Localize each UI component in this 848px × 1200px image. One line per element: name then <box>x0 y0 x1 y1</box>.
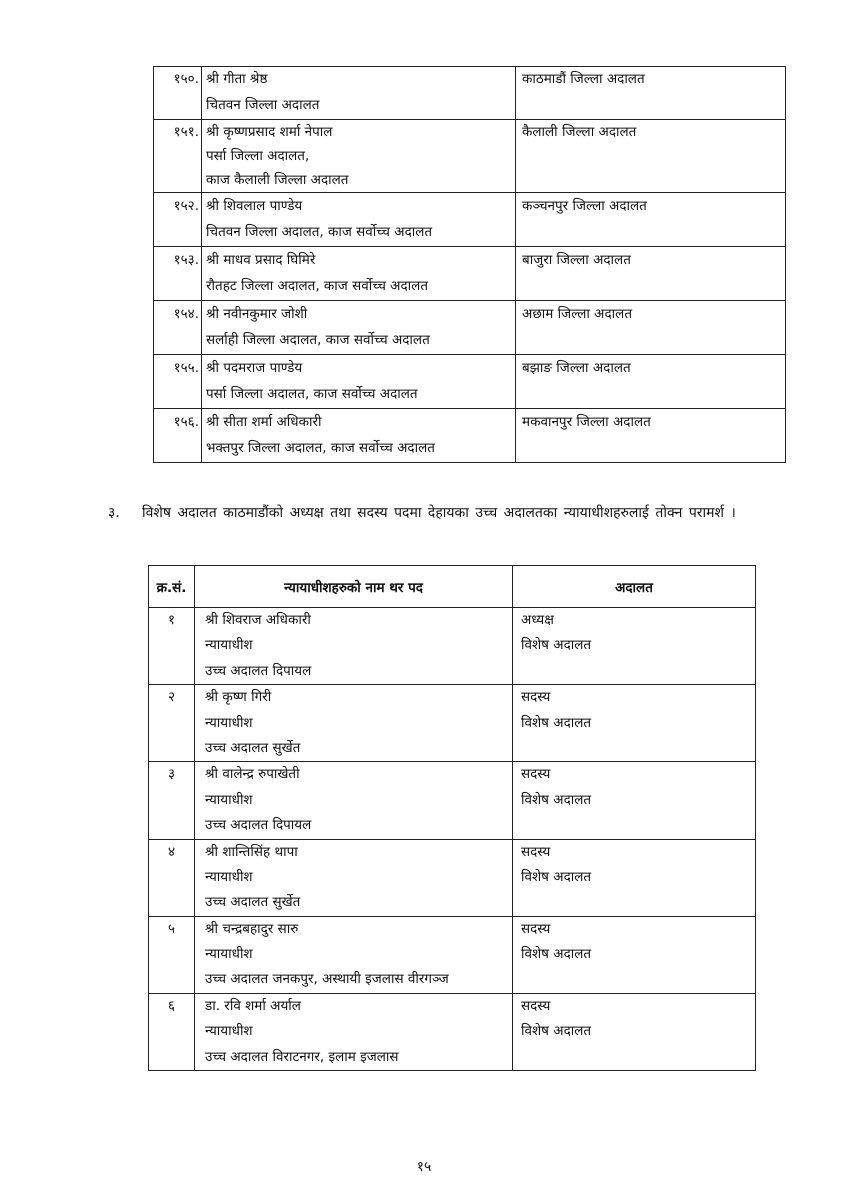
row-number: ५ <box>167 920 176 937</box>
current-court: चितवन जिल्ला अदालत, काज सर्वोच्च अदालत <box>206 224 433 241</box>
row-number: १५५. <box>173 359 199 376</box>
table-row <box>154 192 786 246</box>
row-number: ६ <box>167 997 176 1014</box>
assigned-court: अछाम जिल्ला अदालत <box>522 305 633 322</box>
current-court: पर्सा जिल्ला अदालत, काज सर्वोच्च अदालत <box>206 386 418 403</box>
current-court: उच्च अदालत दिपायल <box>205 662 312 679</box>
assigned-court: कैलाली जिल्ला अदालत <box>522 123 637 140</box>
assigned-court: काठमाडौं जिल्ला अदालत <box>522 71 645 87</box>
deputation-court: काज कैलाली जिल्ला अदालत <box>206 171 349 188</box>
judge-name: श्री पदमराज पाण्डेय <box>206 359 303 376</box>
table-row <box>154 246 786 300</box>
judge-designation: न्यायाधीश <box>205 946 253 963</box>
judge-name: श्री चन्द्रबहादुर सारु <box>205 920 299 937</box>
header-judge-name: न्यायाधीशहरुको नाम थर पद <box>195 566 513 608</box>
table-row <box>149 762 756 839</box>
current-court: रौतहट जिल्ला अदालत, काज सर्वोच्च अदालत <box>206 278 429 295</box>
assigned-position: सदस्य <box>521 920 551 937</box>
table-row <box>149 839 756 916</box>
paragraph-text: विशेष अदालत काठमाडौंको अध्यक्ष तथा सदस्य पदमा देहायका उच्च अदालतका न्यायाधीशहरुलाई तोक्न परामर्श । <box>142 505 736 521</box>
current-court: पर्सा जिल्ला अदालत, <box>206 147 310 164</box>
table-row <box>154 67 786 120</box>
assigned-court: विशेष अदालत <box>521 868 592 885</box>
current-court: उच्च अदालत सुर्खेत <box>205 894 301 911</box>
judge-name: श्री कृष्ण गिरी <box>205 689 272 706</box>
table-row <box>149 916 756 993</box>
assigned-court: विशेष अदालत <box>521 791 592 808</box>
assigned-position: सदस्य <box>521 843 551 860</box>
special-court-judges-table <box>148 565 756 1071</box>
current-court: सर्लाही जिल्ला अदालत, काज सर्वोच्च अदालत <box>206 332 430 349</box>
header-serial-number: क्र.सं. <box>149 566 195 608</box>
current-court: उच्च अदालत विराटनगर, इलाम इजलास <box>205 1048 399 1065</box>
assigned-court: विशेष अदालत <box>521 714 592 731</box>
paragraph-number: ३. <box>108 505 120 521</box>
judge-designation: न्यायाधीश <box>205 714 253 731</box>
header-court: अदालत <box>513 566 756 608</box>
judges-transfer-table <box>153 66 786 463</box>
page-number: १५ <box>416 1159 432 1175</box>
assigned-position: सदस्य <box>521 997 551 1014</box>
row-number: ३ <box>167 766 176 783</box>
row-number: ४ <box>167 843 176 860</box>
table-row <box>149 685 756 762</box>
judge-name: श्री शिवराज अधिकारी <box>205 612 311 628</box>
judge-designation: न्यायाधीश <box>205 1023 253 1040</box>
assigned-court: बाजुरा जिल्ला अदालत <box>522 251 631 268</box>
row-number: १५६. <box>173 413 199 430</box>
row-number: १५४. <box>173 305 199 322</box>
assigned-position: सदस्य <box>521 766 551 783</box>
judge-designation: न्यायाधीश <box>205 868 253 885</box>
assigned-position: अध्यक्ष <box>521 612 554 628</box>
judge-name: श्री गीता श्रेष्ठ <box>206 71 268 87</box>
table-row <box>154 408 786 462</box>
judge-name: श्री वालेन्द्र रुपाखेती <box>205 766 300 783</box>
table-row <box>154 300 786 354</box>
assigned-court: विशेष अदालत <box>521 946 592 963</box>
assigned-court: मकवानपुर जिल्ला अदालत <box>522 413 651 430</box>
judge-name: डा. रवि शर्मा अर्याल <box>205 997 301 1014</box>
table-row <box>154 354 786 408</box>
judge-designation: न्यायाधीश <box>205 791 253 808</box>
row-number: १५२. <box>173 197 199 214</box>
table-row <box>149 993 756 1070</box>
assigned-position: सदस्य <box>521 689 551 706</box>
judge-name: श्री शान्तिसिंह थापा <box>205 843 298 860</box>
assigned-court: विशेष अदालत <box>521 637 592 654</box>
current-court: उच्च अदालत जनकपुर, अस्थायी इजलास वीरगञ्ज <box>205 971 449 988</box>
judge-name: श्री कृष्णप्रसाद शर्मा नेपाल <box>206 123 333 140</box>
judge-name: श्री माधव प्रसाद घिमिरे <box>206 251 316 268</box>
row-number: १५३. <box>173 251 199 268</box>
row-number: १५०. <box>173 71 199 87</box>
row-number: २ <box>167 689 176 706</box>
assigned-court: कञ्चनपुर जिल्ला अदालत <box>522 197 647 214</box>
current-court: उच्च अदालत दिपायल <box>205 817 312 834</box>
judge-name: श्री नवीनकुमार जोशी <box>206 305 308 322</box>
judge-name: श्री शिवलाल पाण्डेय <box>206 197 303 214</box>
table-row <box>154 119 786 192</box>
judge-designation: न्यायाधीश <box>205 637 253 654</box>
row-number: १५१. <box>173 123 199 140</box>
judge-name: श्री सीता शर्मा अधिकारी <box>206 413 322 430</box>
assigned-court: बझाङ जिल्ला अदालत <box>522 359 631 376</box>
current-court: चितवन जिल्ला अदालत <box>206 96 320 113</box>
table-header-row <box>149 566 756 608</box>
assigned-court: विशेष अदालत <box>521 1023 592 1040</box>
table-row <box>149 608 756 685</box>
current-court: भक्तपुर जिल्ला अदालत, काज सर्वोच्च अदालत <box>206 440 435 457</box>
current-court: उच्च अदालत सुर्खेत <box>205 739 301 756</box>
row-number: १ <box>167 612 176 628</box>
